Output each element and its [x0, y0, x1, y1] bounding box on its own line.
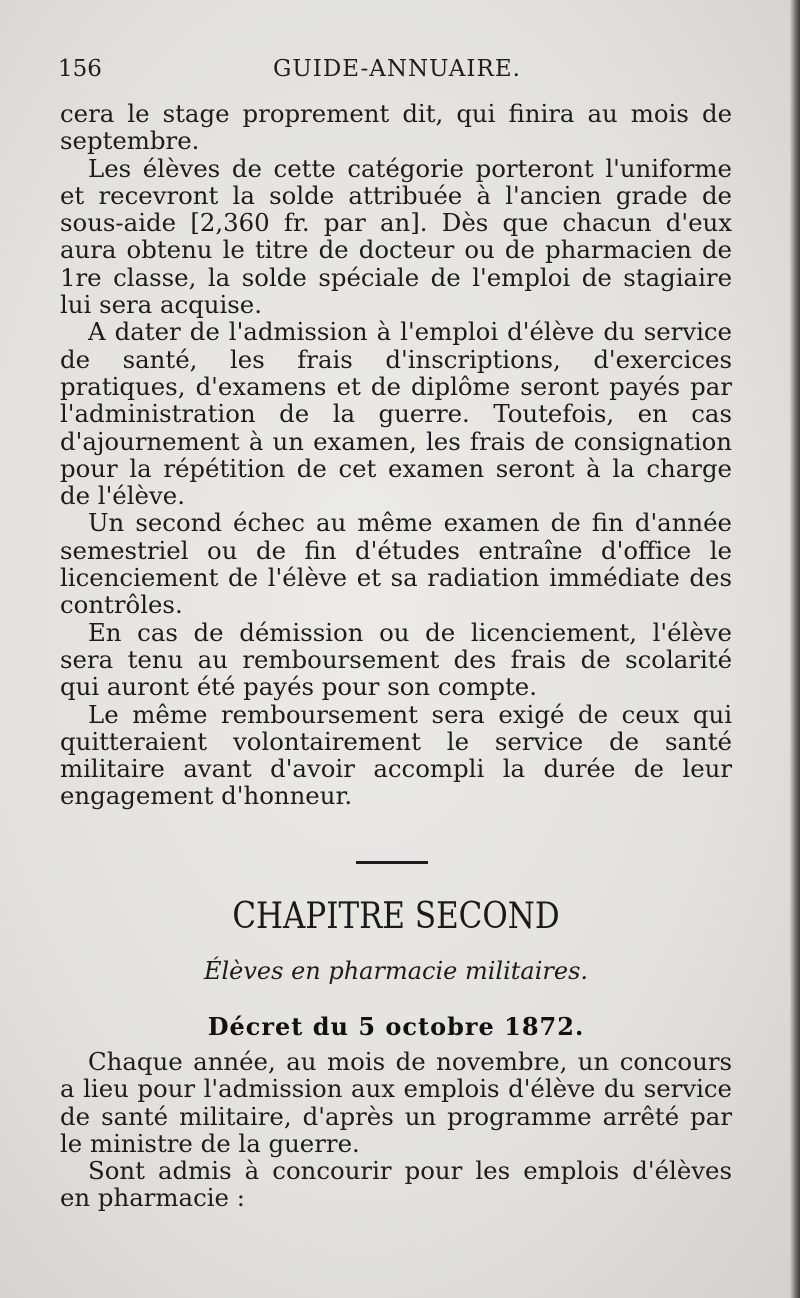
- paragraph: A dater de l'admission à l'emploi d'élève du service de santé, les frais d'inscriptions, d'exercices pratiques, d'examens et de diplôme seront payés par l'administration de la guerre. Toutefois, en cas d'ajournement à un examen, les frais de consignation pour la répétition de cet examen seront à la charge de l'élève.: [60, 317, 732, 511]
- paragraph: Un second échec au même examen de fin d'année semestriel ou de fin d'études entraîne d'office le licenciement de l'élève et sa radiation immédiate des contrôles.: [60, 508, 732, 620]
- page-header: [58, 56, 728, 90]
- paragraph: cera le stage proprement dit, qui finira au mois de septembre.: [60, 99, 732, 156]
- paragraph: Le même remboursement sera exigé de ceux qui quitteraient volontairement le service de santé militaire avant d'avoir accompli la durée de leur engagement d'honneur.: [60, 699, 732, 811]
- chapter-subtitle: Élèves en pharmacie militaires.: [203, 957, 589, 985]
- page-edge: [790, 0, 800, 1298]
- paragraph: Les élèves de cette catégorie porteront l'uniforme et recevront la solde attribuée à l'ancien grade de sous-aide [2,360 fr. par an]. Dès que chacun d'eux aura obtenu le titre de docteur ou de pharmacien de 1re classe, la solde spéciale de l'emploi de stagiaire lui sera acquise.: [60, 153, 732, 320]
- paragraph: En cas de démission ou de licenciement, l'élève sera tenu au remboursement des frais de scolarité qui auront été payés pour son compte.: [60, 617, 732, 702]
- paragraph: Sont admis à concourir pour les emplois d'élèves en pharmacie :: [60, 1156, 732, 1213]
- chapter-body-text: [60, 1048, 732, 1212]
- decree-title: Décret du 5 octobre 1872.: [207, 1012, 585, 1041]
- body-text: [60, 100, 732, 810]
- running-title: GUIDE-ANNUAIRE.: [273, 56, 521, 82]
- section-divider: [356, 861, 428, 864]
- paragraph: Chaque année, au mois de novembre, un concours a lieu pour l'admission aux emplois d'élève du service de santé militaire, d'après un programme arrêté par le ministre de la guerre.: [60, 1047, 732, 1158]
- page-number: 156: [58, 56, 102, 82]
- chapter-title: CHAPITRE SECOND: [232, 896, 560, 937]
